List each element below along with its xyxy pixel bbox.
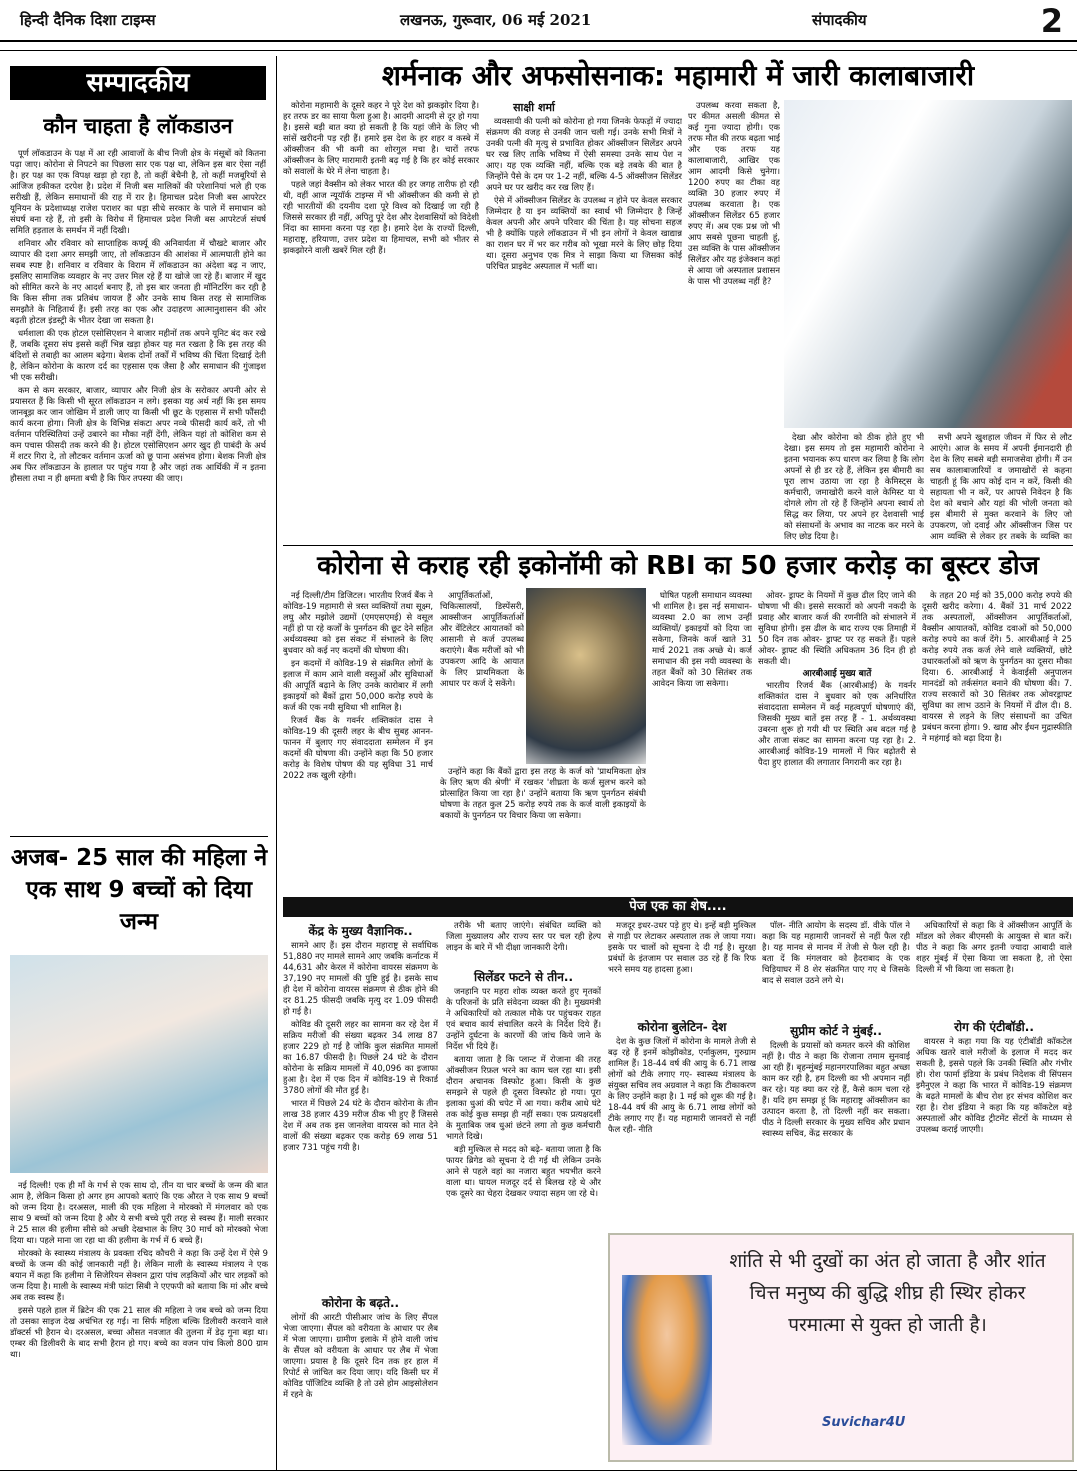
cont-corona-head: कोरोना के बढ़ते.. <box>321 1296 400 1310</box>
article-para: देखा और कोरोना को ठीक होते हुए भी देखा। इस समय तो इस महामारी कोरोना ने इतना भयानक रूप धारण कर लिया है कि लोग अपनों से ही डर रहे हैं, लेकिन इस बीमारी का पूरा लाभ उठाया जा रहा है केमिस्ट्स के कर्मचारी, जमाखोरी करने वाले केमिस्ट या ये दोगले लोग तो रहे हैं जिन्होंने अपना स्वार्थ तो सिद्ध कर लिया, पर अपने हर देशवासी भाई को संसाधनों के अभाव का नाटक कर मरने के लिए छोड़ दिया है। <box>784 432 924 540</box>
article-para: सभी अपने खुशहाल जीवन में फिर से लौट आएंगे। आज के समय में अपनी ईमानदारी ही देश के लिए सबसे बड़ी समाजसेवा होगी। मैं उन सब कालाबाजारियों व जमाखोरों से कहना चाहती हूं कि आप कोई दान न करें, किसी की सहायता भी न करें, पर आपसे निवेदन है कि देश को बचाने और यहां की भोली जनता को इस बीमारी से मुक्त करवाने के लिए जो उपकरण, जो दवाई और ऑक्सीजन जिस पर आम व्यक्ति से लेकर हर तबके के व्यक्ति का <box>930 432 1072 540</box>
rbi-para: रिजर्व बैंक के गवर्नर शक्तिकांत दास ने कोविड-19 की दूसरी लहर के बीच सुबह आनन-फानन में बुलाए गए संवाददाता सम्मेलन में इन कदमों की घोषणा की। उन्होंने कहा कि 50 हजार करोड़ के विशेष पोषण की यह सुविधा 31 मार्च 2022 तक खुली रहेगी। <box>283 715 433 780</box>
cont-para: दिल्ली के प्रयासों को कमतर करने की कोशिश नहीं है। पीठ ने कहा कि रोजाना तमाम सुनवाई आ रही हैं। बृहन्मुंबई महानगरपालिका बहुत अच्छा काम कर रही है, हम दिल्ली का भी अपमान नहीं कर रहे। यह क्या कर रहे हैं, कैसे काम चला रहे हैं। यदि हम समझ हूं कि महाराष्ट्र ऑक्सीजन का उत्पादन करता है, तो दिल्ली नहीं कर सकता। पीठ ने दिल्ली सरकार के मुख्य सचिव और प्रधान स्वास्थ्य सचिव, केंद्र सरकार के <box>762 1040 910 1138</box>
rbi-col1 <box>283 590 433 890</box>
cont-para: लोगों की आरटी पीसीआर जांच के लिए सैंपल भेजा जाएगा। सैंपल को वरीयता के आधार पर लैब में भेजा जाएगा। ग्रामीण इलाके में होने वाली जांच के सैंपल को वरीयता के आधार पर लैब में भेजा जाएगा। प्रयास है कि दूसरे दिन तक हर हाल में रिपोर्ट से जांचित कर दिया जाए। यदि किसी घर में कोविड पॉजिटिव व्यक्ति है तो उसे होम आइसोलेशन में रहने के <box>283 1312 438 1399</box>
cont-corona-body <box>283 1312 438 1470</box>
rbi-col4 <box>758 590 916 890</box>
rbi-para: इन कदमों में कोविड-19 से संक्रमित लोगों के इलाज में काम आने वाली वस्तुओं और सुविधाओं की आपूर्ति बढ़ाने के लिए उनके कारोबार में लगी इकाइयों को बैंकों द्वारा 50,000 करोड़ रुपये के कर्ज की एक नयी सुविधा भी शामिल है। <box>283 658 433 712</box>
cont-para: सामने आए हैं। इस दौरान महाराष्ट्र से सर्वाधिक 51,880 नए मामले सामने आए जबकि कर्नाटक में 44,631 और केरल में कोरोना वायरस संक्रमण के 37,190 नए मामलों की पुष्टि हुई है। इसके साथ ही देश में कोरोना वायरस संक्रमण से ठीक होने की दर 81.25 फीसदी जबकि मृत्यु दर 1.09 फीसदी हो गई है। <box>283 940 438 1016</box>
article-para: ऐसे में ऑक्सीजन सिलेंडर के उपलब्ध न होने पर केवल सरकार जिम्मेदार है या इन व्यक्तियों का स्वार्थ भी जिम्मेदार है जिन्हें केवल अपनी और अपने परिवार की चिंता है। यह सोचना सहज भी है क्योंकि पहले लॉकडाउन में भी इन लोगों ने केवल खाद्यान्न का राशन घर में भर कर गरीब को भूखा मरने के लिए छोड़ दिया था। दूसरा अनुभव एक मित्र ने साझा किया था जिसका कोई परिचित प्राइवेट अस्पताल में भर्ती था। <box>486 195 682 271</box>
twins-para: नई दिल्ली! एक ही माँ के गर्भ से एक साथ दो, तीन या चार बच्चों के जन्म की बात आम है, लेकिन किसा हो अगर हम आपको बताएं कि एक औरत ने एक साथ 9 बच्चों को जन्म दिया है। दरअसल, माली की एक महिला ने मोरक्को में मंगलवार को एक साथ 9 बच्चों को जन्म दिया है और ये सभी बच्चे पूरी तरह से स्वस्थ हैं। माली सरकार ने 25 साल की हलीमा सीसे को अच्छी देखभाल के लिए 30 मार्च को मोरक्को भेजा दिया था। पहले माना जा रहा था की हलीमा के गर्भ में 6 बच्चे हैं। <box>10 1180 268 1245</box>
lockdown-headline: कौन चाहता है लॉकडाउन <box>43 114 233 138</box>
cont-supreme-top <box>762 920 910 1016</box>
cont-cylinder-top <box>446 920 601 966</box>
lockdown-para: धर्मशाला की एक होटल एसोसिएशन ने बाजार महीनों तक अपने यूनिट बंद कर रखे हैं, जबकि दूसरा संघ इससे कहीं भिन्न खड़ा होकर यह मत रखता है कि इस तरह की बंदिशों से तबाही का आलम बढ़ेगा। बेशक दोनों तर्कों में भविष्य की चिंता दिखाई देती है, लेकिन कोरोना के कारण दर्द का एहसास एक जैसा है और समाधान की गुंजाइश भी एक सरीखी। <box>10 328 266 382</box>
black-market-col5 <box>930 432 1072 540</box>
black-market-col2 <box>486 116 682 540</box>
rbi-subhead: आरबीआई मुख्य बातें <box>802 669 872 679</box>
cont-para: देश के कुछ जिलों में कोरोना के मामले तेजी से बढ़ रहे हैं इनमें कोझीकोड, एर्नाकुलम, गुरुग्राम शामिल हैं। 18-44 वर्ष की आयु के 6.71 लाख लोगों को टीके लगाए गए- स्वास्थ्य मंत्रालय के संयुक्त सचिव लव अग्रवाल ने कहा कि टीकाकरण के लिए उन्होंने कहा है। 1 मई को शुरू की गई है। 18-44 वर्ष की आयु के 6.71 लाख लोगों को टीके लगाए गए हैं। यह महामारी जानवरों से नहीं फैल रही- नीति <box>608 1036 756 1134</box>
cont-para: वायरस ने कहा गया कि यह एंटीबॉडी कॉकटेल अधिक खतरे वाले मरीजों के इलाज में मदद कर सकती है, इससे पहले कि उनकी स्थिति और गंभीर हो। रोश फार्मा इंडिया के प्रबंध निदेशक वी सिंपसन इमैनुएल ने कहा कि भारत में कोविड-19 संक्रमण के बढ़ते मामलों के बीच रोश हर संभव कोशिश कर रहा है। रोश इंडिया ने कहा कि यह कॉकटेल बड़े अस्पतालों और कोविड ट्रीटमेंट सेंटरों के माध्यम से उपलब्ध कराई जाएगी। <box>916 1036 1072 1134</box>
lockdown-para: शनिवार और रविवार को साप्ताहिक कर्फ्यू की अनिवार्यता में चौखटे बाजार और व्यापार की दशा अगर समझी जाए, तो लॉकडाउन की आशंका में आत्मघाती होने का सबब स्पष्ट है। शनिवार व रविवार के विराम में लॉकडाउन का अंदेशा बढ़ न जाए, इसलिए सामाजिक व्यवहार के नए उत्तर मिल रहे हैं या खोजे जा रहे हैं। बाजार में खुद को सीमित करने के नए आदर्श बनाए हैं, तो इस बार जनता ही मॉनिटरिंग कर रही है कि किस सीमा तक प्रतिबंध जायज हैं और उनके साथ किस तरह से सामाजिक समझौते के निहितार्थ हैं। इसी तरह का एक और उदाहरण आत्मानुशासन की ओर बढ़ती होटल इंडस्ट्री के भीतर देखा जा सकता है। <box>10 238 266 325</box>
cont-para: कोविड की दूसरी लहर का सामना कर रहे देश में सक्रिय मरीजों की संख्या बढ़कर 34 लाख 87 हजार 229 हो गई है जोकि कुल संक्रमित मामलों का 16.87 फीसदी है। पिछले 24 घंटे के दौरान कोरोना के सक्रिय मामलों में 40,096 का इजाफा हुआ है। देश में एक दिन में कोविड-19 से रिकार्ड 3780 लोगों की मौत हुई है। <box>283 1019 438 1095</box>
twins-para: मोरक्को के स्वास्थ्य मंत्रालय के प्रवक्ता रचिद कौचरी ने कहा कि उन्हें देश में ऐसे 9 बच्चों के जन्म की कोई जानकारी नहीं है। लेकिन माली के स्वास्थ्य मंत्रालय ने एक बयान में कहा कि हलीमा ने सिजेरियन सेक्शन द्वारा पांच लड़कियों और चार लड़कों को जन्म दिया है। माली के स्वास्थ्य मंत्री फांटा सिबी ने एएफपी को बताया कि मां और बच्चे अब तक स्वस्थ हैं। <box>10 1248 268 1302</box>
article-para: व्यवसायी की पत्नी को कोरोना हो गया जिनके फेफड़ों में ज्यादा संक्रमण की वजह से उनकी जान चली गई। उनके सभी मित्रों ने उनकी पत्नी की मृत्यु से प्रभावित होकर ऑक्सीजन सिलेंडर अपने घर रख लिए ताकि भविष्य में ऐसी समस्या उनके साथ पेश न आए। यह एक व्यक्ति नहीं, बल्कि एक बड़े तबके की बात है जिन्होंने पैसे के दम पर 1-2 नहीं, बल्कि 4-5 ऑक्सीजन सिलेंडर अपने घर पर खरीद कर रख लिए हैं। <box>486 116 682 192</box>
black-market-headline: शर्मनाक और अफसोसनाक: महामारी में जारी कालाबाजारी <box>381 59 975 92</box>
cont-para: भारत में पिछले 24 घंटे के दौरान कोरोना के तीन लाख 38 हजार 439 मरीज ठीक भी हुए हैं जिससे देश में अब तक इस जानलेवा वायरस को मात देने वालों की संख्या बढ़कर एक करोड़ 69 लाख 51 हजार 731 पहुंच गयी है। <box>283 1098 438 1152</box>
cont-para: अधिकारियों से कहा कि वे ऑक्सीजन आपूर्ति के मॉडल को लेकर बीएमसी के आयुक्त से बात करें। पीठ ने कहा कि अगर इतनी ज्यादा आबादी वाले शहर मुंबई में ऐसा किया जा सकता है, तो ऐसा दिल्ली में भी किया जा सकता है। <box>916 920 1072 974</box>
rbi-col2 <box>440 590 524 760</box>
rbi-col2b <box>440 766 646 890</box>
quote-text: शांति से भी दुखों का अंत हो जाता है और शांत चित्त मनुष्य की बुद्धि शीघ्र ही स्थिर होकर परमात्मा से युक्त हो जाती है। <box>729 1250 1046 1336</box>
cont-supreme-head: सुप्रीम कोर्ट ने मुंबई.. <box>790 1024 882 1038</box>
rbi-para: आपूर्तिकर्ताओं, चिकित्सालयों, डिस्पेंसरी, आक्सीजन आपूर्तिकर्ताओं और वेंटिलेटर आयातकों को आसानी से कर्ज उपलब्ध कराएंगे। बैंक मरीजों को भी उपकरण आदि के आयात के लिए प्राथमिकता के आधार पर कर्ज दे सकेंगे। <box>440 590 524 688</box>
article-para: पहले जहां वैक्सीन को लेकर भारत की हर जगह तारीफ हो रही थी, वहीं आज न्यूयॉर्क टाइम्स में भी ऑक्सीजन की कमी से हो रही भारतीयों की दयनीय दशा पूरे विश्व को दिखाई जा रही है जिससे सरकार ही नहीं, अपितु पूरे देश और देशवासियों को विदेशी निंदा का सामना करना पड़ रहा है। हमारे देश के राज्यों दिल्ली, महाराष्ट्र, हरियाणा, उत्तर प्रदेश या हिमाचल, सभी को भीतर से झकझोरने वाली खबरें मिल रही हैं। <box>283 179 479 255</box>
twins-article <box>10 1180 268 1470</box>
paper-name: हिन्दी दैनिक दिशा टाइम्स <box>20 11 156 29</box>
lockdown-para: पूर्ण लॉकडाउन के पक्ष में आ रही आवाजों के बीच निजी क्षेत्र के मंसूबों को कितना पढ़ा जाए। कोरोना से निपटने का पिछला सार एक पक्ष था, लेकिन इस बार ऐसा नहीं है। हर पक्ष का एक विपक्ष खड़ा हो रहा है, तो कहीं बेचैनी है, तो कहीं मजबूरियों से आंजिज हकीकत दरपेश है। प्रदेश में निजी बस मालिकों की परेशानियां भले ही एक सरीखी हैं, लेकिन समाधानों की राह में रार है। हिमाचल प्रदेश निजी बस आपरेटर यूनियन के प्रदेशाध्यक्ष राजेश पराशर का धड़ा सीधे सरकार के पाले में समाधान को संघर्ष बना रहे हैं, तो इसी के विरोध में हिमाचल प्रदेश निजी बस आपरेटर्ज संघर्ष समिति हड़ताल के समर्थन में नहीं दिखी। <box>10 148 266 235</box>
rbi-headline: कोरोना से कराह रही इकोनॉमी को RBI का 50 हजार करोड़ का बूस्टर डोज <box>317 551 1039 581</box>
cont-antibody-body <box>916 1036 1072 1228</box>
page-number: 2 <box>1040 2 1063 40</box>
cont-para: बड़ी मुश्किल से मदद को बढ़े- बताया जाता है कि फायर ब्रिगेड को सूचना दे दी गई थी लेकिन उनके आने से पहले वहां का नजारा बहुत भयभीत करने वाला था। घायल मजदूर दर्द से बिलख रहे थे और एक दूसरे का चेहरा देखकर ज्यादा सहम जा रहे थे। <box>446 1144 601 1198</box>
cont-scientist-head: केंद्र के मुख्य वैज्ञानिक.. <box>308 924 413 938</box>
black-market-col1 <box>283 100 479 540</box>
cont-para: बताया जाता है कि प्लान्ट में रोजाना की तरह ऑक्सीजन रिफ़ल भरने का काम चल रहा था। इसी दौरान अचानक विस्फोट हुआ। किसी के कुछ समझने से पहले ही दूसरा विस्फोट हो गया। पूरा इलाका धुआं की चपेट में आ गया। करीब आधे घंटे तक कोई कुछ समझ ही नहीं सका। एक प्रत्यक्षदर्शी के मुताबिक जब धुआं छंटने लगा तो कुछ कर्मचारी भागते दिखे। <box>446 1054 601 1141</box>
article-para: कोरोना महामारी के दूसरे कहर ने पूरे देश को झकझोर दिया है। हर तरफ डर का साया फैला हुआ है। आदमी आदमी से दूर हो गया है। इससे बड़ी बात क्या हो सकती है कि यहां जीने के लिए भी सांसें खरीदनी पड़ रही हैं। हमारे इस देश के हर शहर व कस्बे में ऑक्सीजन की भी कमी का शोरगुल मचा है। चारों तरफ ऑक्सीजन के लिए मारामारी इतनी बढ़ गई है कि हर कोई सरकार को सवालों के घेरे में लेना चाहता है। <box>283 100 479 176</box>
article-para: उपलब्ध करवा सकता है, पर कीमत असली कीमत से कई गुना ज्यादा होगी। एक तरफ मौत की तरफ बढ़ता भाई और एक तरफ यह कालाबाजारी, आखिर एक आम आदमी किसे चुनेगा। 1200 रुपए का टीका वह व्यक्ति 30 हजार रुपए में उपलब्ध करवाता है। एक ऑक्सीजन सिलेंडर 65 हजार रुपए में। अब एक प्रश्न जो भी आप सबसे पूछना चाहती हूं, उस व्यक्ति के पास ऑक्सीजन सिलेंडर और यह इंजेक्शन कहां से आया जो अस्पताल प्रशासन के पास भी उपलब्ध नहीं है? <box>688 100 780 286</box>
rbi-para: उन्होंने कहा कि बैंकों द्वारा इस तरह के कर्ज को 'प्राथमिकता क्षेत्र के लिए ऋण की श्रेणी' में रखकर 'शीघ्रता के कर्ज सुलभ करने को प्रोत्साहित किया जा रहा है।' उन्होंने बताया कि ऋण पुनर्गठन संबंधी घोषणा के तहत कुल 25 करोड़ रुपये तक के कर्ज वाली इकाइयों के बकायों के पुनर्गठन पर विचार किया जा सकेगा। <box>440 766 646 820</box>
cont-para: जनहानि पर महरा शोक व्यक्त करते हुए मृतकों के परिजनों के प्रति संवेदना व्यक्त की है। मुख्यमंत्री ने अधिकारियों को तत्काल मौके पर पहुंचकर राहत एवं बचाव कार्य संचालित करने के निर्देश दिये हैं। उन्होंने दुर्घटना के कारणों की जांच किये जाने के निर्देश भी दिये हैं। <box>446 986 601 1051</box>
cont-cylinder-head: सिलेंडर फटने से तीन.. <box>473 970 573 984</box>
rbi-para: भारतीय रिजर्व बैंक (आरबीआई) के गवर्नर शक्तिकांत दास ने बुधवार को एक अनिर्धारित संवाददाता सम्मेलन में कई महत्वपूर्ण घोषणाएं कीं, जिसकी मुख्य बातें इस तरह हैं - 1. अर्थव्यवस्था उबरना शुरू हो गयी थी पर स्थिति अब बदल गई है और ताजा संकट का सामना करना पड़ रहा है। 2. आरबीआई कोविड-19 मामलों में फिर बढ़ोतरी से पैदा हुए हालात की लगातार निगरानी कर रहा है। <box>758 680 916 767</box>
cont-supreme-body <box>762 1040 910 1228</box>
rbi-col3 <box>652 590 752 890</box>
cont-antibody-top <box>916 920 1072 1016</box>
krishna-illustration <box>622 1275 712 1445</box>
cont-bulletin-top <box>608 920 756 1016</box>
cont-para: मजदूर इधर-उधर पड़े हुए थे। इन्हें बड़ी मुश्किल से गाड़ी पर लेटाकर अस्पताल तक ले जाया गया। इसके पर चालों को सूचना दे दी गई है। सुरक्षा प्रबंधों के इंतजाम पर सवाल उठ रहे हैं कि रिफ भरने समय यह हादसा हुआ। <box>608 920 756 974</box>
rbi-para: के तहत 20 मई को 35,000 करोड़ रुपये की दूसरी खरीद करेगा। 4. बैंकों 31 मार्च 2022 तक अस्पतालों, ऑक्सीजन आपूर्तिकर्ताओं, वैक्सीन आयातकों, कोविड दवाओं को 50,000 करोड़ रुपये का कर्ज देंगे। 5. आरबीआई ने 25 करोड़ रुपये तक कर्ज लेने वाले व्यक्तियों, छोटे उधारकर्ताओं को ऋण के पुनर्गठन का दूसरा मौका दिया। 6. आरबीआई ने केवाईसी अनुपालन मानदंडों को तर्कसंगत बनाने की घोषणा की। 7. राज्य सरकारों को 30 सितंबर तक ओवरड्राफ्ट सुविधा का लाभ उठाने के नियमों में ढील दी। 8. वायरस से लड़ने के लिए संसाधनों का उचित प्रबंधन करना होगा। 9. खाद्य और ईंधन मुद्रास्फीति ने महंगाई को बढ़ा दिया है। <box>922 590 1072 743</box>
black-market-col3 <box>688 100 780 540</box>
page-header <box>0 0 1077 42</box>
section-label: संपादकीय <box>812 11 867 29</box>
rbi-col5 <box>922 590 1072 890</box>
rbi-governor-photo <box>526 588 646 764</box>
cont-bulletin-head: कोरोना बुलेटिन- देश <box>637 1020 727 1034</box>
editorial-masthead: सम्पादकीय <box>10 66 266 100</box>
quote-box <box>608 1233 1074 1462</box>
continued-banner: पेज एक का शेष.... <box>283 897 1073 917</box>
rbi-para: ओवर- ड्राफ्ट के नियमों में कुछ ढील दिए जाने की घोषणा भी की। इससे सरकारों को अपनी नकदी के प्रवाह और बाजार कर्ज की रणनीति को संभालने में सुविधा होगी। इस ढील के बाद राज्य एक तिमाही में 50 दिन तक ओवर- ड्राफ्ट पर रह सकते हैं। पहले ओवर- ड्राफ्ट की स्थिति अधिकतम 36 दिन ही हो सकती थी। <box>758 590 916 666</box>
twins-headline: अजब- 25 साल की महिला ने एक साथ 9 बच्चों को दिया जन्म <box>10 845 268 935</box>
lockdown-article <box>10 148 266 830</box>
cont-cylinder-body <box>446 986 601 1470</box>
quote-signature: Suvichar4U <box>822 1415 906 1430</box>
rbi-para: घोषित पहली समाधान व्यवस्था भी शामिल है। इस नई समाधान- व्यवस्था 2.0 का लाभ उन्हीं व्यक्तियों/ इकाइयों को दिया जा सकेगा, जिनके कर्ज खाते 31 मार्च 2021 तक अच्छे थे। कर्ज समाधान की इस नयी व्यवस्था के तहत बैंकों को 30 सितंबर तक आवेदन किया जा सकेगा। <box>652 590 752 688</box>
cont-antibody-head: रोग की एंटीबॉडी.. <box>954 1020 1034 1034</box>
twins-para: इससे पहले हाल में ब्रिटेन की एक 21 साल की महिला ने जब बच्चे को जन्म दिया तो उसका साइज देख अचंभित रह गई। ना सिर्फ महिला बल्कि डिलीवरी करवाने वाले डॉक्टर्स भी हैरान थे। दरअसल, बच्चा औसत नवजात की तुलना में डेढ़ गुना बड़ा था। एम्बर की डिलीवरी के बाद सभी हैरान हो गए। बच्चे का वजन पांच किलो 800 ग्राम था। <box>10 1305 268 1359</box>
black-market-col4 <box>784 432 924 540</box>
cont-bulletin-body <box>608 1036 756 1228</box>
dateline: लखनऊ, गुरूवार, 06 मई 2021 <box>400 11 592 29</box>
rbi-para: नई दिल्ली/टीम डिजिटल। भारतीय रिजर्व बैंक ने कोविड-19 महामारी से त्रस्त व्यक्तियों तथा सूक्ष्म, लघु और मझोले उद्यमों (एमएसएमई) से वसूल नहीं हो पा रहे कर्जों के पुनर्गठन की छूट देने सहित अर्थव्यवस्था को इस संकट में संभालने के लिए बुधवार को कई नए कदमों की घोषणा की। <box>283 590 433 655</box>
newborn-photo <box>10 955 268 1173</box>
cont-para: तरीके भी बताए जाएंगे। संबंधित व्यक्ति को जिला मुख्यालय और राज्य स्तर पर चल रही हेल्प लाइन के बारे में भी दीक्षा जानकारी देगी। <box>446 920 601 952</box>
byline: साक्षी शर्मा <box>513 101 555 114</box>
cont-para: पॉल- नीति आयोग के सदस्य डॉ. वीके पॉल ने कहा कि यह महामारी जानवरों से नहीं फैल रही है। यह मानव से मानव में तेजी से फैल रही है। बता दें कि मंगलवार को हैदराबाद के एक चिड़ियाघर में 8 शेर संक्रमित पाए गए थे जिसके बाद से सवाल उठने लगे थे। <box>762 920 910 985</box>
cont-scientist-body <box>283 940 438 1288</box>
lockdown-para: कम से कम सरकार, बाजार, व्यापार और निजी क्षेत्र के सरोकार अपनी ओर से प्रयासरत हैं कि किसी भी सूरत लॉकडाउन न लगे। इसका यह अर्थ नहीं कि इस समय जानबूझ कर जान जोखिम में डाली जाए या किसी भी छूट के एहसास में सभी फौंसदी कार्य करना होगा। निजी क्षेत्र के विभिन्न संकटा अपर नव्बे फीसदी कार्य करें, तो भी वर्तमान परिस्थितियां उन्हें उबारने का मौका नहीं देंगी, लेकिन यहां तो कोशिश कम से कम पचास फीसदी तक करने की है। होटल एसोसिएशन अगर खुद ही पाबंदी के अर्थ में शटर गिरा दे, तो लौटकर वर्तमान ऊर्जा को छू पाना असंभव होगा। बेशक निजी क्षेत्र अब फिर लॉकडाउन के हालात पर पहुंच गया है और जहां तक आर्थिकी में न इतना हौसला तथा न ही क्षमता बची है कि फिर तपस्या की जाए। <box>10 385 266 483</box>
remdesivir-oxygen-photo <box>784 100 1072 428</box>
